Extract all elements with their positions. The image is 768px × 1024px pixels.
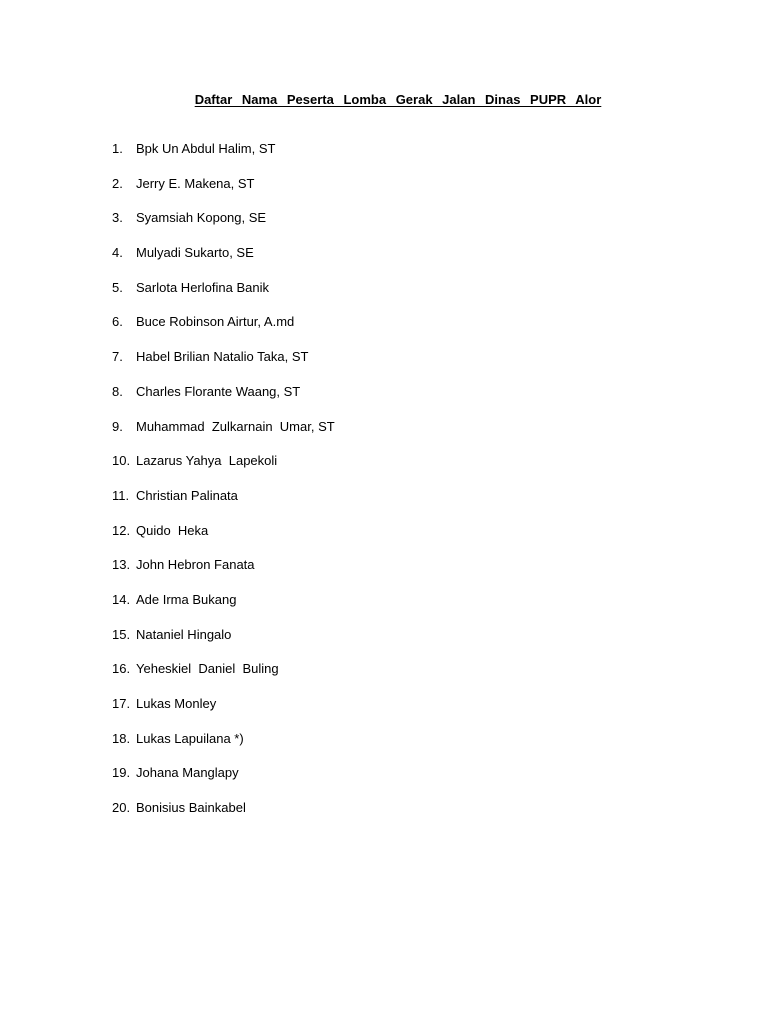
participant-name: Lukas Lapuilana *)	[136, 730, 244, 746]
participant-name: Muhammad Zulkarnain Umar, ST	[136, 418, 335, 434]
participant-name: Jerry E. Makena, ST	[136, 175, 255, 191]
item-number: 2.	[112, 175, 123, 191]
item-number: 17.	[112, 696, 131, 711]
participant-name: Bonisius Bainkabel	[136, 800, 246, 816]
list-item	[112, 696, 335, 731]
participant-name: Buce Robinson Airtur, A.md	[136, 314, 295, 330]
participant-name: Lazarus Yahya Lapekoli	[136, 453, 278, 469]
participant-name: Habel Brilian Natalio Taka, ST	[136, 349, 309, 365]
list-item	[112, 731, 335, 766]
item-number: 15.	[112, 626, 131, 642]
item-number: 9.	[112, 418, 123, 434]
participant-list	[112, 141, 335, 835]
participant-name: Ade Irma Bukang	[136, 591, 237, 607]
participant-name: Yeheskiel Daniel Buling	[136, 661, 279, 677]
list-item	[112, 245, 335, 280]
item-number: 8.	[112, 383, 123, 399]
participant-name: Johana Manglapy	[136, 765, 239, 781]
participant-name: Sarlota Herlofina Banik	[136, 279, 269, 295]
participant-name: Quido Heka	[136, 522, 209, 538]
document-title: Daftar Nama Peserta Lomba Gerak Jalan Dinas PUPR Alor	[194, 92, 602, 107]
list-item	[112, 141, 335, 176]
list-item	[112, 627, 335, 662]
participant-name: Christian Palinata	[136, 487, 238, 503]
list-item	[112, 419, 335, 454]
list-item	[112, 488, 335, 523]
participant-name: Syamsiah Kopong, SE	[136, 210, 267, 226]
item-number: 18.	[112, 730, 131, 746]
item-number: 11.	[112, 487, 130, 503]
list-item	[112, 210, 335, 245]
item-number: 1.	[112, 141, 123, 156]
list-item	[112, 176, 335, 211]
item-number: 12.	[112, 522, 131, 538]
list-item	[112, 661, 335, 696]
item-number: 5.	[112, 279, 123, 295]
list-item	[112, 800, 335, 835]
list-item	[112, 592, 335, 627]
participant-name: Charles Florante Waang, ST	[136, 383, 301, 399]
item-number: 20.	[112, 800, 131, 816]
list-item	[112, 384, 335, 419]
item-number: 16.	[112, 661, 131, 677]
participant-name: Mulyadi Sukarto, SE	[136, 245, 254, 261]
item-number: 3.	[112, 210, 123, 226]
item-number: 7.	[112, 349, 123, 365]
item-number: 13.	[112, 557, 131, 573]
item-number: 6.	[112, 314, 123, 330]
participant-name: John Hebron Fanata	[136, 557, 255, 573]
list-item	[112, 765, 335, 800]
list-item	[112, 453, 335, 488]
list-item	[112, 557, 335, 592]
participant-name: Lukas Monley	[136, 696, 217, 711]
list-item	[112, 523, 335, 558]
list-item	[112, 314, 335, 349]
item-number: 14.	[112, 591, 131, 607]
list-item	[112, 280, 335, 315]
participant-name: Nataniel Hingalo	[136, 626, 232, 642]
item-number: 19.	[112, 765, 131, 781]
list-item	[112, 349, 335, 384]
participant-name: Bpk Un Abdul Halim, ST	[136, 141, 276, 156]
item-number: 4.	[112, 245, 123, 261]
item-number: 10.	[112, 453, 131, 469]
